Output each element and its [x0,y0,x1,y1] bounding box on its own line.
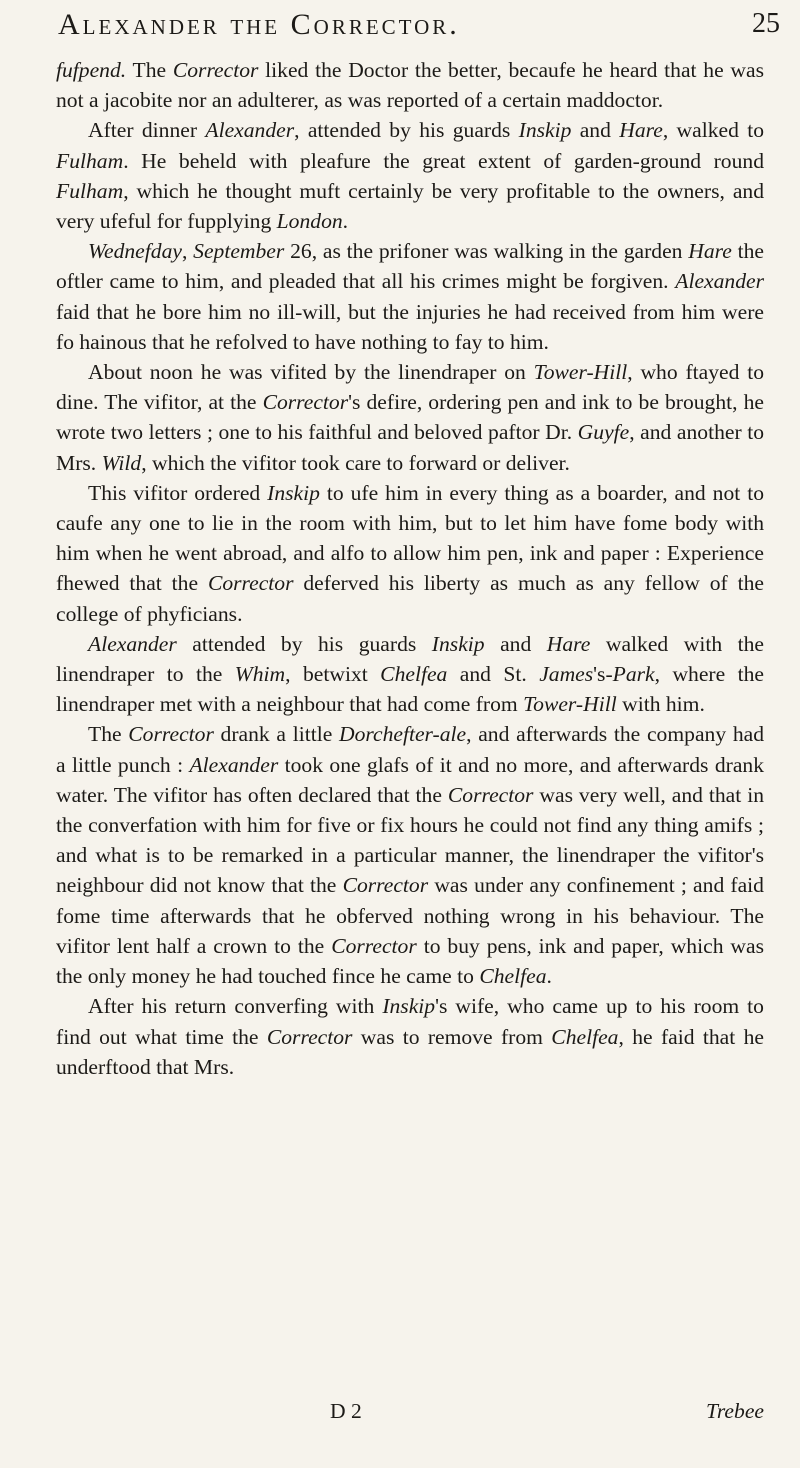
italic-run: Alexander [189,752,279,777]
italic-run: Tower-Hill [533,360,628,385]
paragraph [56,719,764,991]
text-run: with him. [616,692,705,717]
italic-run: Hare [688,239,732,264]
italic-run: Corrector [447,782,534,807]
text-run: took one glafs of it and no more, and afterwards drank water. The vifitor has often declared that the [56,752,765,807]
text-run: was very well, and that in the converfation with him for five or fix hours he could not find any thing amifs ; and what is to be remarked in a particular manner, the linendraper the vifitor's neighbour did not know that the [56,782,764,898]
running-title: Alexander the Corrector. [58,8,460,41]
text-run: was to remove from [352,1024,552,1049]
italic-run: James [539,662,594,687]
text-run: , walked to [662,118,764,143]
italic-run: Corrector [172,58,259,82]
text-run: . [546,964,552,989]
text-run: faid that he bore him no ill-will, but the injuries he had received from him were fo hainous that he refolved to have nothing to fay to him. [56,299,764,354]
italic-run: Corrector [262,390,349,415]
catchword: Trebee [706,1399,764,1423]
running-header [58,8,780,42]
text-run: was under any confinement ; and faid fome time afterwards that he obferved nothing wrong in his behaviour. The vifitor lent half a crown to the [56,873,764,958]
italic-run: Inskip [267,480,320,505]
page-number: 25 [752,8,780,39]
text-run: , which the vifitor took care to forward or deliver. [141,450,570,475]
text-run: attended by his guards [176,631,432,656]
text-run: About noon he was vifited by the linendraper on [88,360,534,385]
italic-run: London [276,209,343,234]
text-run: walked with the linendraper to the [56,631,765,687]
italic-run: Alexander [675,269,764,294]
text-run: drank a little [213,722,339,747]
paragraph [56,115,764,236]
italic-run: fufpend. [56,58,127,82]
paragraph [56,357,764,478]
body-text [56,55,764,1082]
text-run: and [484,631,547,656]
italic-run: Hare [546,631,591,656]
paragraph [56,629,764,720]
text-run: 's wife, who came up to his room to find out what time the [56,994,764,1049]
italic-run: Corrector [266,1024,353,1049]
italic-run: Inskip [431,631,485,656]
paragraph [56,236,764,357]
text-run: After dinner [88,118,206,143]
text-run: and St. [447,662,540,687]
text-run: , and afterwards the company had a little punch : [56,722,764,777]
signature-mark: D 2 [330,1399,362,1423]
italic-run: Chelfea [380,662,448,687]
italic-run: Guyfe [577,420,630,445]
text-run: , betwixt [285,662,381,687]
text-run: liked the Doctor the better, becaufe he heard that he was not a jacobite nor an adulterer, as was reported of a certain maddoctor. [56,58,764,113]
text-run: , and another to Mrs. [56,420,764,475]
text-run: 's defire, ordering pen and ink to be brought, he wrote two letters ; one to his faithful and beloved paftor Dr. [56,390,764,445]
paragraph [56,55,764,115]
italic-run: Inskip [518,118,572,143]
italic-run: Alexander [88,631,177,656]
text-run: , which he thought muft certainly be very profitable to the owners, and very ufeful for fupplying [56,178,764,234]
paragraph [56,991,764,1082]
italic-run: Corrector [207,571,294,596]
italic-run: Fulham [56,178,124,203]
text-run: , where the linendraper met with a neighbour that had come from [56,662,765,717]
italic-run: Corrector [128,722,214,747]
text-run: , [181,239,194,264]
italic-run: Park [612,662,655,687]
text-run: This vifitor ordered [88,480,268,505]
text-run: The [126,58,173,82]
italic-run: Dorchefter-ale [339,722,467,747]
italic-run: Chelfea [551,1024,619,1049]
text-run: . He beheld with pleafure the great extent of garden-ground round [123,148,764,173]
text-run: The [88,722,129,747]
italic-run: Wednefday [88,239,182,264]
italic-run: Corrector [342,873,429,898]
italic-run: September [193,239,285,264]
text-run: 26, as the prifoner was walking in the garden [284,239,689,264]
italic-run: Chelfea [479,964,547,989]
text-run: to ufe him in every thing as a boarder, and not to caufe any one to lie in the room with him, but to let him have fome body with him when he went abroad, and alfo to allow him pen, ink and paper : Experience fhewed that the [56,480,764,596]
italic-run: Corrector [331,933,417,958]
italic-run: Fulham [56,148,124,173]
text-run: deferved his liberty as much as any fellow of the college of phyficians. [56,571,764,626]
italic-run: Alexander [205,118,295,143]
italic-run: Tower-Hill [523,692,617,717]
text-run: 's- [593,662,613,687]
text-run: , who ftayed to dine. The vifitor, at the [56,360,765,415]
text-run: , he faid that he underftood that Mrs. [56,1024,764,1079]
italic-run: Hare [619,118,663,143]
text-run: and [571,118,620,143]
italic-run: Whim [234,662,286,687]
italic-run: Inskip [382,994,436,1019]
text-run: After his return converfing with [88,994,383,1019]
italic-run: Wild [101,450,142,475]
text-run: to buy pens, ink and paper, which was the only money he had touched fince he came to [56,933,764,989]
text-run: the oftler came to him, and pleaded that all his crimes might be forgiven. [56,239,765,294]
text-run: , attended by his guards [294,118,519,143]
text-run: . [342,209,349,234]
paragraph [56,478,764,629]
